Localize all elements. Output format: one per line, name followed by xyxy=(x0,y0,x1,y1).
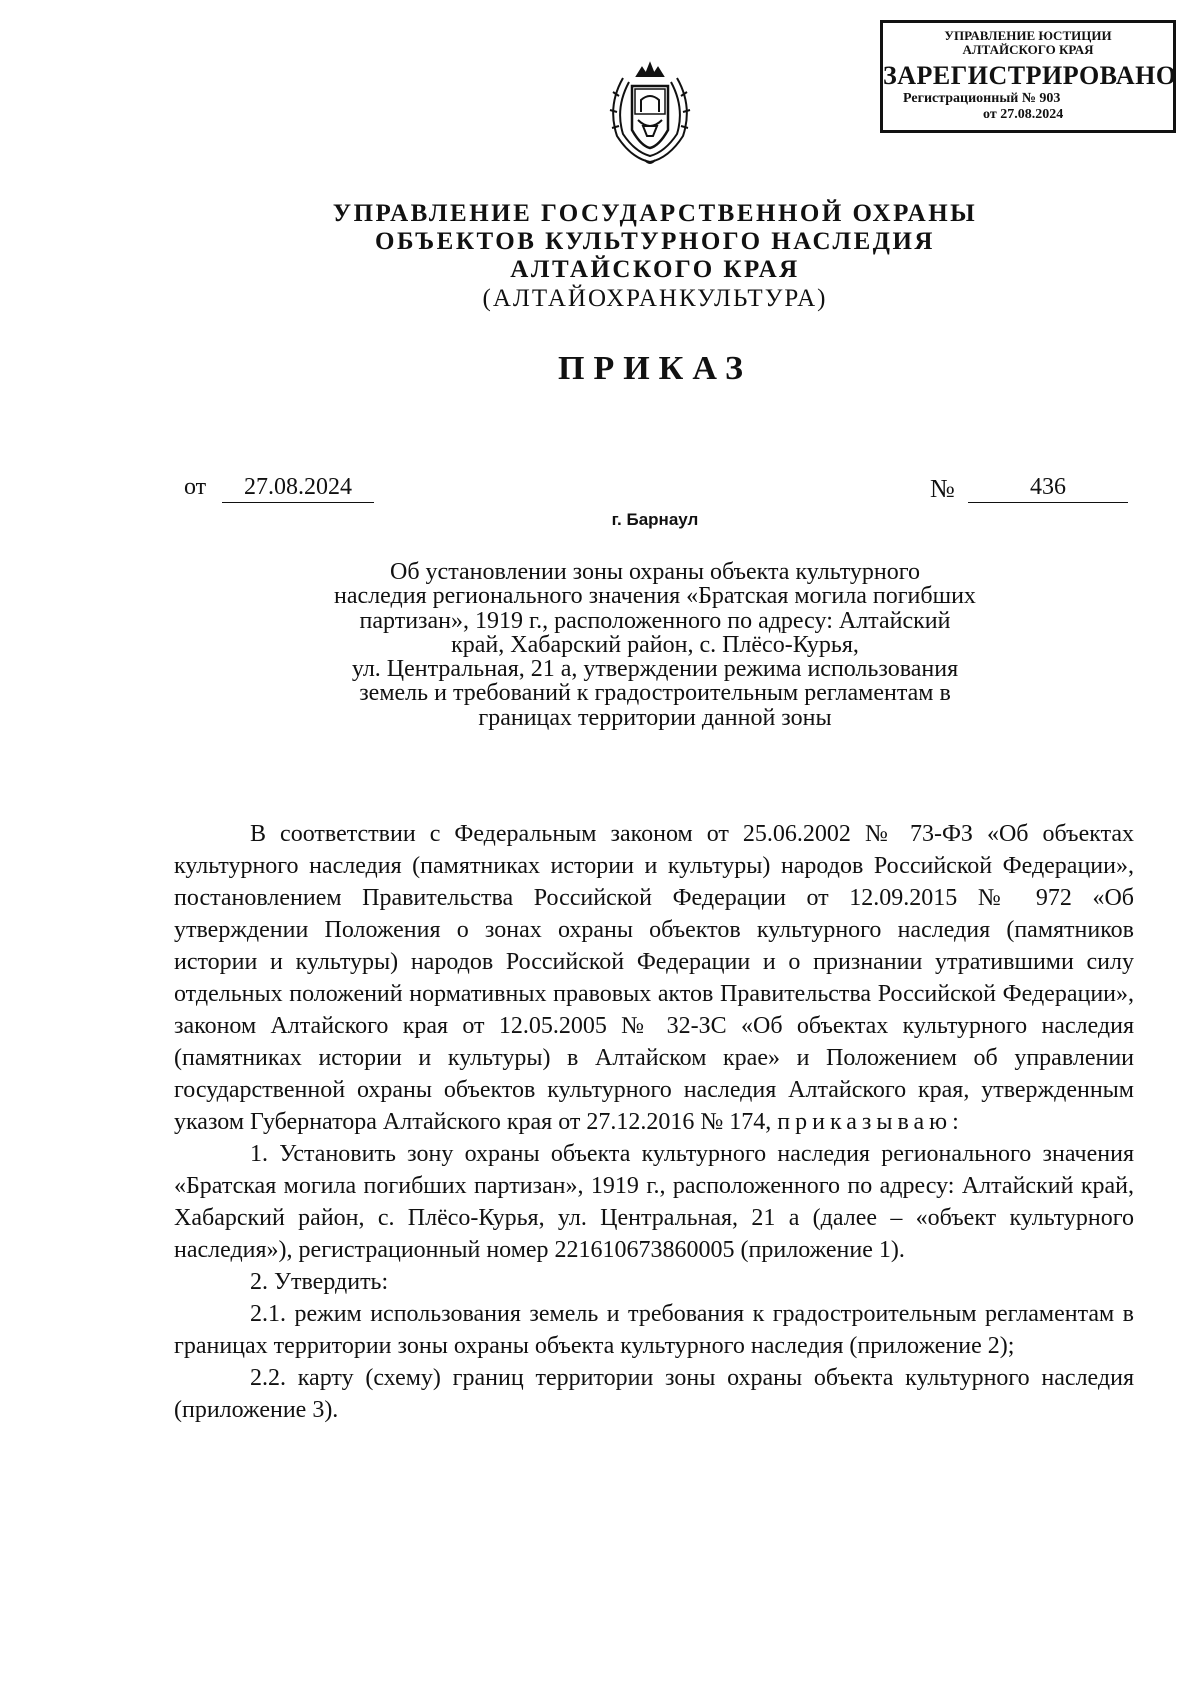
item-2-2: 2.2. карту (схему) границ территории зоны охраны объекта культурного наследия (приложение 3). xyxy=(174,1365,1134,1423)
date-label: от xyxy=(184,474,207,500)
coat-of-arms-icon xyxy=(601,56,699,168)
document-title: ПРИКАЗ xyxy=(558,350,752,387)
order-word: приказываю: xyxy=(777,1109,964,1135)
stamp-reg-number: Регистрационный № 903 xyxy=(903,91,1061,106)
subject-line: Об установлении зоны охраны объекта культурного xyxy=(390,559,920,585)
document-body xyxy=(174,818,1134,1426)
preamble-text: В соответствии с Федеральным законом от 25.06.2002 № 73-ФЗ «Об объектах культурного наследия (памятниках истории и культуры) народов Российской Федерации», постановлением Правительства Российской Федерации от 12.09.2015 № 972 «Об утверждении Положения о зонах охраны объектов культурного наследия (памятников истории и культуры) народов Российской Федерации и о признании утратившими силу отдельных положений нормативных правовых актов Правительства Российской Федерации», законом Алтайского края от 12.05.2005 № 32-ЗС «Об объектах культурного наследия (памятниках истории и культуры) в Алтайском крае» и Положением об управлении государственной охраны объектов культурного наследия Алтайского края, утвержденным указом Губернатора Алтайского края от 27.12.2016 № 174, xyxy=(174,821,1134,1135)
org-line-1: УПРАВЛЕНИЕ ГОСУДАРСТВЕННОЙ ОХРАНЫ xyxy=(332,200,978,227)
document-subject xyxy=(255,560,1055,730)
number-label: № xyxy=(930,474,955,503)
stamp-reg-date: от 27.08.2024 xyxy=(983,107,1064,122)
organization-header xyxy=(0,200,1200,314)
document-date: 27.08.2024 xyxy=(222,474,374,503)
stamp-line-1: УПРАВЛЕНИЕ ЮСТИЦИИ xyxy=(944,28,1112,43)
subject-line: земель и требований к градостроительным регламентам в xyxy=(359,680,951,707)
org-abbreviation: (АЛТАЙОХРАНКУЛЬТУРА) xyxy=(482,285,828,312)
subject-line: партизан», 1919 г., расположенного по адресу: Алтайский xyxy=(359,607,951,634)
preamble-paragraph xyxy=(174,818,1134,1138)
subject-line: наследия регионального значения «Братская могила погибших xyxy=(334,583,976,610)
registration-stamp xyxy=(880,20,1176,133)
subject-line: ул. Центральная, 21 а, утверждении режима использования xyxy=(351,656,959,683)
org-line-2: ОБЪЕКТОВ КУЛЬТУРНОГО НАСЛЕДИЯ xyxy=(375,228,935,255)
subject-line: край, Хабарский район, с. Плёсо-Курья, xyxy=(451,631,859,658)
subject-line: границах территории данной зоны xyxy=(478,704,832,731)
item-2-1: 2.1. режим использования земель и требования к градостроительным регламентам в границах территории зоны охраны объекта культурного наследия (приложение 2); xyxy=(174,1301,1134,1359)
city: г. Барнаул xyxy=(611,510,699,529)
item-1: 1. Установить зону охраны объекта культурного наследия регионального значения «Братская могила погибших партизан», 1919 г., расположенного по адресу: Алтайский край, Хабарский район, с. Плёсо-Курья, ул. Центральная, 21 а (далее – «объект культурного наследия»), регистрационный номер 221610673860005 (приложение 1). xyxy=(174,1141,1134,1263)
document-number: 436 xyxy=(968,474,1128,503)
stamp-line-2: АЛТАЙСКОГО КРАЯ xyxy=(962,42,1094,57)
stamp-status: ЗАРЕГИСТРИРОВАНО xyxy=(883,61,1177,90)
item-2: 2. Утвердить: xyxy=(250,1269,389,1295)
org-line-3: АЛТАЙСКОГО КРАЯ xyxy=(510,256,800,283)
